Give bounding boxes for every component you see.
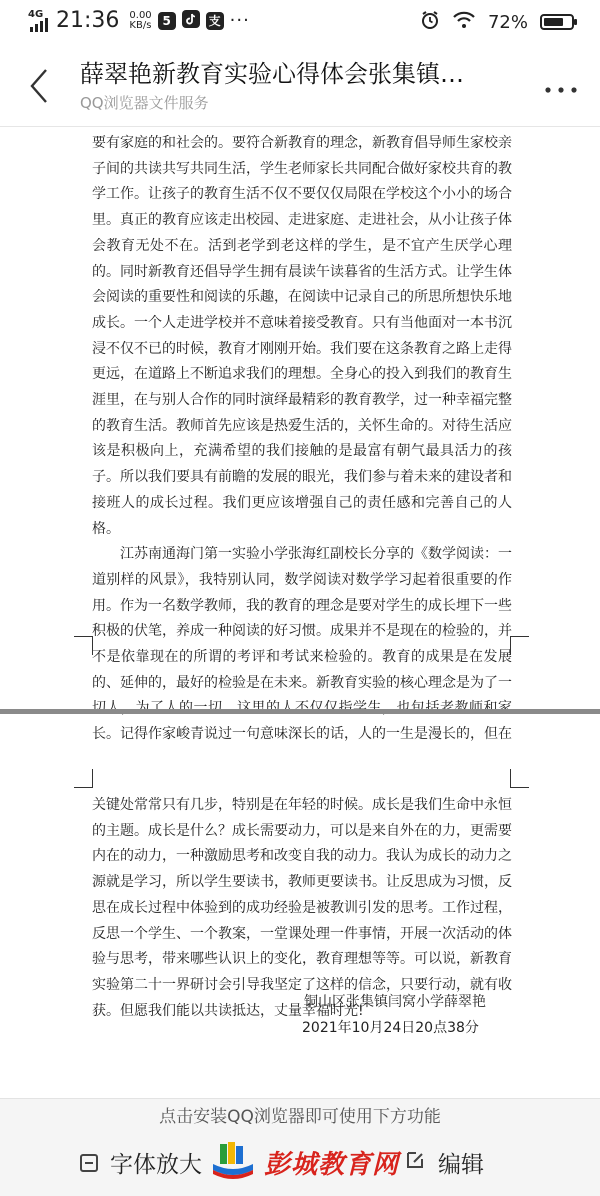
- page-subtitle: QQ浏览器文件服务: [80, 94, 209, 112]
- battery-percent: 72%: [487, 11, 528, 33]
- app-icon: 支: [206, 12, 224, 30]
- net-speed-value: 0.00: [129, 9, 152, 21]
- page-corner-mark: [74, 636, 93, 655]
- document-viewer[interactable]: [0, 127, 600, 1095]
- page-corner-mark: [74, 769, 93, 788]
- document-page-2: [0, 717, 600, 1095]
- paragraph: 江苏南通海门第一实验小学张海红副校长分享的《数学阅读：一道别样的风景》，我特别认同，数学阅读对数学学习起着很重要的作用。作为一名数学教师，我的教育的理念是要对学生的成长埋下一些积极的伏笔，养成一种阅读的好习惯。成果并不是现在的检验的，并不是依靠现在的所谓的考评和考试来检验的。教育的成果是在发展的、延伸的，最好的检验是在未来。新教育实验的核心理念是为了一 长。记得作家峻青说过一句意味深长的话，人的一生是漫长的，但在: [92, 546, 512, 743]
- page-separator: [0, 709, 600, 714]
- more-dots-icon: ···: [229, 10, 250, 31]
- title-bar: [0, 46, 600, 127]
- watermark-text: 彭城教育网: [264, 1149, 400, 1180]
- more-options-button[interactable]: [544, 76, 578, 96]
- tiktok-icon: [182, 10, 200, 32]
- edit-button[interactable]: [404, 1146, 484, 1179]
- status-right: [420, 10, 574, 34]
- signature-date: 2021年10月24日20点38分: [302, 1020, 479, 1036]
- chevron-left-icon: [22, 64, 62, 108]
- book-logo-icon: [210, 1140, 256, 1184]
- edit-label: 编辑: [438, 1152, 484, 1178]
- install-prompt[interactable]: 点击安装QQ浏览器即可使用下方功能: [0, 1098, 600, 1135]
- signature-org: 铜山区张集镇闫窝小学: [304, 994, 444, 1010]
- signal-icon: [28, 10, 50, 32]
- font-enlarge-button[interactable]: [80, 1146, 202, 1179]
- status-bar: [0, 0, 600, 46]
- page-2-text: [92, 793, 512, 1024]
- more-dots-icon: [544, 86, 578, 94]
- net-speed: [129, 11, 151, 31]
- alarm-icon: [420, 10, 440, 34]
- page-corner-mark: [510, 636, 529, 655]
- clock: 21:36: [56, 8, 120, 33]
- notification-icon: 5: [158, 12, 176, 30]
- net-speed-unit: KB/s: [129, 19, 152, 31]
- battery-icon: [540, 14, 574, 30]
- back-button[interactable]: [22, 64, 62, 108]
- paragraph: 要有家庭的和社会的。要符合新教育的理念，新教育倡导师生家校亲子间的共读共写共同生活，学生老师家长共同配合做好家校共育的教学工作。让孩子的教育生活不仅不要仅仅局限在学校这个小小的场合里。真正的教育应该走出校园、走进家庭、走进社会，从小让孩子体会教育无处不在。活到老学到老这样的学生，是不宜产生厌学心理的。同时新教育还倡导学生拥有晨读午读暮省的生活方式。让学生体会阅读的重要性和阅读的乐趣，在阅读中记录自己的所思所想快乐地成长。一个人走进学校并不意味着接受教育。只有当他面对一本书沉浸不仅不已的时候，教育才刚刚开始。我们要在这条教育之路上走得更远，在道路上不断追求我们的理想。全身心的投入到我们的教育生涯里，在与别人合作的同时演绎最精彩的教育教学，过一种幸福完整的教育生活。教师首先应该是热爱生活的，关怀生命的。对待生活应该是积极向上，充满希望的我们接触的是最富有朝气最具活力的孩子。所以我们要具有前瞻的发展的眼光，我们参与着未来的建设者和接班人的成长过程。我们更应该增强自己的责任感和完善自己的人格。: [92, 135, 512, 537]
- edit-icon: [404, 1149, 426, 1177]
- paragraph: 关键处常常只有几步，特别是在年轻的时候。成长是我们生命中永恒的主题。成长是什么？成长需要动力，可以是来自外在的力，更需要内在的动力，一种激励思考和改变自我的动力。我认为成长的动力之源就是学习，所以学生要读书，教师更要读书。让反思成为习惯，反思在成长过程中体验到的成功经验是被教训引发的思考。工作过程，反思一个学生、一个教案，一堂课处理一件事情，开展一次活动的体验与思考，带来哪些认识上的变化，教育理想等等。可以说，新教育实验第二十一界研讨会引导我坚定了这样的信念，只要行动，就有收获。但愿我们能以共读抵达，丈量幸福时光!: [92, 797, 512, 1019]
- page-corner-mark: [510, 769, 529, 788]
- wifi-icon: [452, 11, 476, 33]
- page-1-text: [92, 131, 512, 748]
- signature-name: 薛翠艳: [444, 994, 486, 1010]
- watermark: [210, 1140, 399, 1184]
- network-type: 4G: [28, 8, 44, 20]
- status-left: [28, 8, 250, 33]
- document-page-1: [0, 127, 600, 743]
- page-title: 薛翠艳新教育实验心得体会张集镇…: [80, 60, 464, 88]
- minus-box-icon: [80, 1154, 98, 1172]
- font-enlarge-label: 字体放大: [110, 1152, 202, 1178]
